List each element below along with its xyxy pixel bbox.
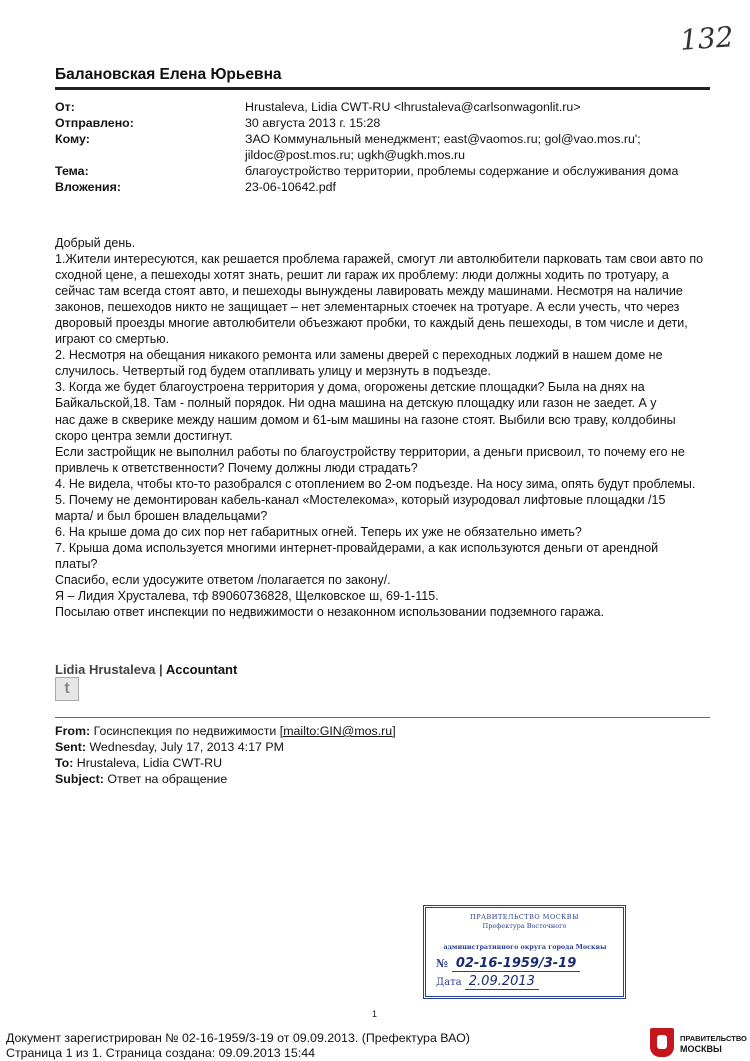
header-value: благоустройство территории, проблемы содержание и обслуживания дома <box>245 164 679 178</box>
stamp-no-value: 02-16-1959/3-19 <box>452 956 580 972</box>
body-line: играют со смертью. <box>55 332 170 347</box>
fwd-sent-row <box>55 739 396 755</box>
stamp-date-value: 2.09.2013 <box>465 974 539 990</box>
email-signature <box>55 662 237 677</box>
body-line: дворовый проезды многие автолюбители объезжают пробки, то каждый день пешеходы, в том числе и дети, <box>55 316 688 331</box>
body-line: Спасибо, если удосужите ответом /полагается по закону/. <box>55 572 391 587</box>
fwd-to-row <box>55 755 396 771</box>
moscow-emblem-icon <box>650 1028 674 1057</box>
stamp-number-row <box>436 956 580 971</box>
signature-separator: | <box>155 662 166 677</box>
header-label: Кому: <box>55 132 90 146</box>
header-label <box>55 147 245 163</box>
fwd-subject-row <box>55 771 396 787</box>
stamp-line: административного округа города Москвы <box>443 943 607 951</box>
body-line: марта/ и был брошен владельцами? <box>55 508 268 523</box>
body-line: законов, пешеходов никто не защищает – нет элементарных стоечек на тротуаре. А если учесть, что через <box>55 300 680 315</box>
header-row-to-cont <box>55 147 705 163</box>
registration-line: Страница 1 из 1. Страница создана: 09.09.2013 15:44 <box>6 1046 316 1060</box>
stamp-date-row <box>436 974 539 989</box>
fwd-label: From: <box>55 724 91 738</box>
email-header <box>55 99 705 195</box>
signature-name: Lidia Hrustaleva <box>55 662 156 677</box>
moscow-government-logo <box>650 1028 746 1058</box>
stamp-line: ПРАВИТЕЛЬСТВО МОСКВЫ <box>470 913 579 921</box>
body-line: Если застройщик не выполнил работы по благоустройству территории, а деньги присвоил, то почему его не <box>55 444 685 459</box>
attachment-link[interactable]: 23-06-10642.pdf <box>245 180 336 194</box>
registration-footer <box>6 1031 646 1061</box>
body-line: скоро центра земли достигнут. <box>55 428 233 443</box>
signature-role: Accountant <box>165 662 238 677</box>
header-row-to <box>55 131 705 147</box>
body-line: Байкальской,18. Там - полный порядок. Ни одна машина на детскую площадку или газон не заедет. А у <box>55 396 657 411</box>
body-line: 3. Когда же будет благоустроена территория у дома, огорожены детские площадки? Была на днях на <box>55 380 645 395</box>
header-row-from <box>55 99 705 115</box>
fwd-label: To: <box>55 756 74 770</box>
header-value: Hrustaleva, Lidia CWT-RU <lhrustaleva@carlsonwagonlit.ru> <box>245 100 581 114</box>
handwritten-page-number: 132 <box>678 20 735 57</box>
header-divider <box>55 87 710 90</box>
body-line: 5. Почему не демонтирован кабель-канал «Мостелекома», который изуродовал лифтовые площадки /15 <box>55 492 666 507</box>
body-line: сходной цене, а пешеходы хотят знать, решит ли гараж их проблему: люди должны ходить по тротуару, а <box>55 268 669 283</box>
author-name: Балановская Елена Юрьевна <box>55 66 282 83</box>
twitter-icon[interactable]: t <box>55 677 79 701</box>
body-line: 4. Не видела, чтобы кто-то разобрался с отоплением во 2-ом подъезде. На носу зима, опять будут проблемы. <box>55 476 696 491</box>
header-value: jildoc@post.mos.ru; ugkh@ugkh.mos.ru <box>245 148 466 162</box>
header-label: Тема: <box>55 164 89 178</box>
stamp-no-label: № <box>436 957 448 970</box>
fwd-label: Subject: <box>55 772 104 786</box>
stamp-date-label: Дата <box>436 977 462 988</box>
header-label: От: <box>55 100 75 114</box>
fwd-from-row <box>55 723 396 739</box>
body-line: 2. Несмотря на обещания никакого ремонта или замены дверей с переходных лоджий в нашем доме не <box>55 348 663 363</box>
registration-line: Документ зарегистрирован № 02-16-1959/3-19 от 09.09.2013. (Префектура ВАО) <box>6 1031 470 1045</box>
header-value: ЗАО Коммунальный менеджмент; east@vaomos.ru; gol@vao.mos.ru'; <box>245 132 641 146</box>
body-line: 1.Жители интересуются, как решается проблема гаражей, смогут ли автолюбители парковать там свои авто по <box>55 252 704 267</box>
body-line: Я – Лидия Хрусталева, тф 89060736828, Щелковское ш, 69-1-115. <box>55 589 439 604</box>
message-body <box>55 235 715 620</box>
forward-divider <box>55 717 710 718</box>
body-line: нас даже в скверике между нашим домом и 61-ым машины на газоне стоят. Выбили всю траву, колдобины <box>55 412 676 427</box>
fwd-value: Ответ на обращение <box>107 772 228 786</box>
forwarded-header <box>55 723 396 787</box>
fwd-value: Wednesday, July 17, 2013 4:17 PM <box>89 740 284 754</box>
header-label: Вложения: <box>55 180 122 194</box>
body-line: привлечь к ответственности? Почему должны люди страдать? <box>55 460 418 475</box>
stamp-line: Префектура Восточного <box>482 922 567 930</box>
header-row-subject <box>55 163 705 179</box>
mailto-link[interactable]: [mailto:GIN@mos.ru] <box>279 724 396 738</box>
header-row-attachments <box>55 179 705 195</box>
fwd-label: Sent: <box>55 740 86 754</box>
header-row-sent <box>55 115 705 131</box>
page-number: 1 <box>372 1009 378 1019</box>
fwd-value: Hrustaleva, Lidia CWT-RU <box>76 756 223 770</box>
header-label: Отправлено: <box>55 116 134 130</box>
logo-text: ПРАВИТЕЛЬСТВО <box>680 1034 747 1043</box>
body-line: Добрый день. <box>55 236 136 250</box>
body-line: платы? <box>55 556 98 571</box>
registration-stamp <box>423 905 626 999</box>
body-line: 7. Крыша дома используется многими интернет-провайдерами, а как используются деньги от арендной <box>55 540 659 555</box>
logo-text: МОСКВЫ <box>680 1044 722 1054</box>
body-line: сейчас там всегда стоят авто, и пешеходы вынуждены лавировать между машинами. Несмотря на наличие <box>55 284 683 299</box>
body-line: Посылаю ответ инспекции по недвижимости о незаконном использовании подземного гаража. <box>55 605 605 620</box>
header-value: 30 августа 2013 г. 15:28 <box>245 116 381 130</box>
body-line: случилось. Четвертый год будем отапливать улицу и мерзнуть в подъезде. <box>55 364 491 379</box>
fwd-value: Госинспекция по недвижимости <box>93 724 280 738</box>
body-line: 6. На крыше дома до сих пор нет габаритных огней. Теперь их уже не обязательно иметь? <box>55 524 582 539</box>
